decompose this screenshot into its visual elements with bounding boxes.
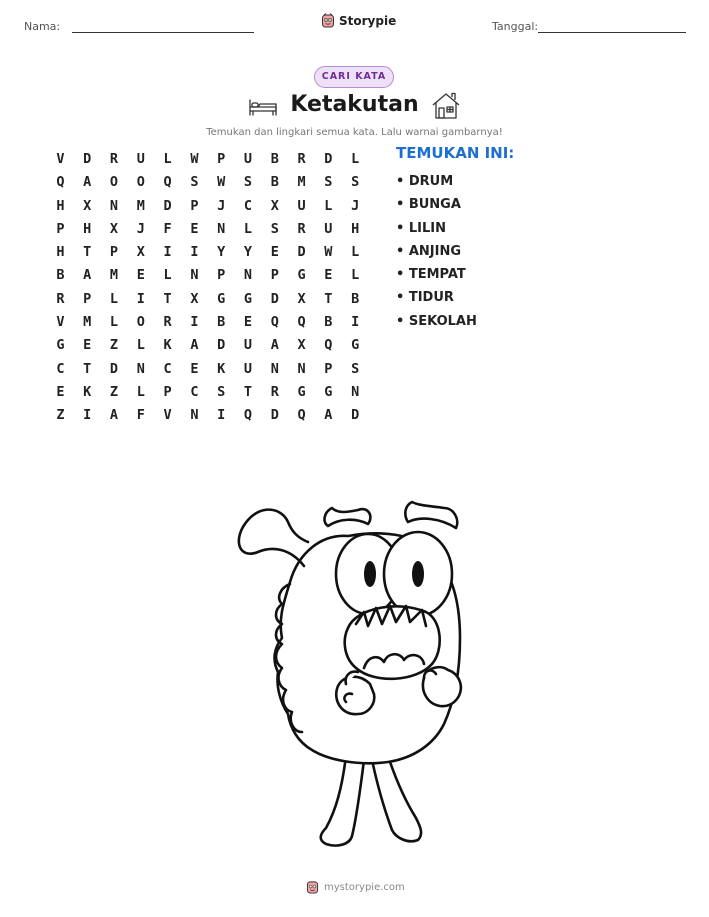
grid-letter: D xyxy=(351,407,360,424)
storypie-logo-icon xyxy=(306,880,319,894)
grid-letter: I xyxy=(163,244,172,261)
grid-letter: U xyxy=(243,337,253,354)
grid-letter: P xyxy=(190,197,199,214)
grid-letter: G xyxy=(297,383,306,400)
grid-letter: O xyxy=(136,174,145,191)
grid-letter: F xyxy=(136,407,145,424)
footer-url[interactable]: mystorypie.com xyxy=(324,881,405,893)
grid-letter: C xyxy=(56,360,65,377)
grid-letter: N xyxy=(190,407,199,424)
grid-letter: D xyxy=(270,407,279,424)
grid-letter: P xyxy=(109,244,119,261)
grid-letter: P xyxy=(217,267,226,284)
grid-letter: Y xyxy=(243,244,253,261)
grid-letter: B xyxy=(270,151,279,167)
grid-letter: S xyxy=(270,220,279,237)
word-item: • SEKOLAH xyxy=(396,313,477,329)
grid-letter: C xyxy=(243,197,253,214)
grid-letter: M xyxy=(297,174,306,191)
grid-letter: U xyxy=(136,151,145,167)
grid-letter: Q xyxy=(56,174,65,191)
grid-letter: E xyxy=(243,314,253,331)
grid-letter: Z xyxy=(109,383,119,400)
grid-letter: N xyxy=(190,267,199,284)
grid-letter: E xyxy=(56,383,65,400)
grid-letter: U xyxy=(324,220,333,237)
grid-letter: X xyxy=(136,244,145,261)
grid-letter: D xyxy=(163,197,172,214)
grid-letter: R xyxy=(56,290,65,307)
grid-letter: W xyxy=(324,244,333,261)
grid-letter: H xyxy=(351,220,360,237)
grid-letter: R xyxy=(163,314,172,331)
grid-letter: S xyxy=(351,174,360,191)
grid-letter: B xyxy=(351,290,360,307)
grid-letter: P xyxy=(324,360,333,377)
grid-letter: W xyxy=(217,174,226,191)
grid-letter: L xyxy=(136,337,145,354)
grid-letter: J xyxy=(351,197,360,214)
grid-letter: R xyxy=(270,383,279,400)
grid-letter: Q xyxy=(297,407,306,424)
grid-letter: D xyxy=(217,337,226,354)
word-list-title: TEMUKAN INI: xyxy=(396,144,515,162)
grid-letter: G xyxy=(351,337,360,354)
grid-letter: T xyxy=(324,290,333,307)
name-input-line[interactable] xyxy=(72,32,254,33)
grid-letter: R xyxy=(109,151,119,167)
grid-letter: L xyxy=(109,290,119,307)
grid-letter: S xyxy=(217,383,226,400)
grid-letter: Q xyxy=(324,337,333,354)
word-item: • ANJING xyxy=(396,243,461,259)
grid-letter: S xyxy=(243,174,253,191)
grid-letter: Z xyxy=(109,337,119,354)
grid-letter: E xyxy=(136,267,145,284)
grid-letter: A xyxy=(190,337,199,354)
grid-letter: B xyxy=(56,267,65,284)
grid-letter: A xyxy=(324,407,333,424)
grid-letter: N xyxy=(243,267,253,284)
grid-letter: E xyxy=(190,360,199,377)
grid-letter: U xyxy=(243,151,253,167)
grid-letter: M xyxy=(83,314,92,331)
grid-letter: V xyxy=(163,407,172,424)
word-item: • TEMPAT xyxy=(396,267,466,283)
grid-letter: H xyxy=(83,220,92,237)
grid-letter: S xyxy=(190,174,199,191)
grid-letter: L xyxy=(136,383,145,400)
date-input-line[interactable] xyxy=(538,32,686,33)
house-icon xyxy=(431,91,461,121)
grid-letter: D xyxy=(270,290,279,307)
grid-letter: Y xyxy=(217,244,226,261)
grid-letter: K xyxy=(217,360,226,377)
grid-letter: G xyxy=(243,290,253,307)
brand-name: Storypie xyxy=(339,13,397,28)
name-label: Nama: xyxy=(24,20,61,33)
word-list xyxy=(396,170,477,333)
grid-letter: P xyxy=(56,220,65,237)
grid-letter: I xyxy=(83,407,92,424)
grid-letter: B xyxy=(270,174,279,191)
grid-letter: I xyxy=(217,407,226,424)
grid-letter: L xyxy=(324,197,333,214)
grid-letter: U xyxy=(297,197,306,214)
grid-letter: D xyxy=(83,151,92,167)
word-item: • LILIN xyxy=(396,220,446,236)
grid-letter: L xyxy=(163,151,172,167)
grid-letter: Q xyxy=(243,407,253,424)
grid-letter: A xyxy=(270,337,279,354)
grid-letter: G xyxy=(56,337,65,354)
grid-letter: N xyxy=(270,360,279,377)
grid-letter: L xyxy=(351,244,360,261)
grid-letter: Q xyxy=(270,314,279,331)
grid-letter: B xyxy=(217,314,226,331)
grid-letter: T xyxy=(163,290,172,307)
grid-letter: X xyxy=(297,337,306,354)
date-label: Tanggal: xyxy=(492,20,539,33)
grid-letter: N xyxy=(297,360,306,377)
grid-letter: Q xyxy=(297,314,306,331)
grid-letter: N xyxy=(109,197,119,214)
grid-letter: L xyxy=(243,220,253,237)
storypie-logo-icon xyxy=(321,13,335,28)
grid-letter: I xyxy=(136,290,145,307)
grid-letter: J xyxy=(217,197,226,214)
grid-letter: P xyxy=(83,290,92,307)
grid-letter: T xyxy=(243,383,253,400)
grid-letter: X xyxy=(83,197,92,214)
grid-letter: K xyxy=(163,337,172,354)
grid-letter: N xyxy=(351,383,360,400)
grid-letter: R xyxy=(297,151,306,167)
grid-letter: G xyxy=(297,267,306,284)
grid-letter: I xyxy=(190,314,199,331)
grid-letter: D xyxy=(297,244,306,261)
grid-letter: P xyxy=(270,267,279,284)
grid-letter: L xyxy=(163,267,172,284)
grid-letter: Z xyxy=(56,407,65,424)
grid-letter: J xyxy=(136,220,145,237)
grid-letter: Q xyxy=(163,174,172,191)
grid-letter: E xyxy=(190,220,199,237)
grid-letter: C xyxy=(163,360,172,377)
grid-letter: M xyxy=(136,197,145,214)
grid-letter: X xyxy=(109,220,119,237)
grid-letter: B xyxy=(324,314,333,331)
grid-letter: P xyxy=(163,383,172,400)
grid-letter: O xyxy=(136,314,145,331)
word-search-grid xyxy=(47,148,369,428)
grid-letter: D xyxy=(109,360,119,377)
grid-letter: X xyxy=(190,290,199,307)
grid-letter: O xyxy=(109,174,119,191)
grid-letter: S xyxy=(324,174,333,191)
word-item: • TIDUR xyxy=(396,290,454,306)
grid-letter: X xyxy=(270,197,279,214)
grid-letter: V xyxy=(56,314,65,331)
brand-logo xyxy=(321,13,396,28)
grid-letter: H xyxy=(56,244,65,261)
page-title: Ketakutan xyxy=(290,92,419,117)
word-item: • DRUM xyxy=(396,174,454,189)
grid-letter: U xyxy=(243,360,253,377)
grid-letter: I xyxy=(190,244,199,261)
word-item: • BUNGA xyxy=(396,197,461,213)
instructions: Temukan dan lingkari semua kata. Lalu warnai gambarnya! xyxy=(206,127,503,138)
worksheet-type-badge: CARI KATA xyxy=(314,66,394,88)
grid-letter: E xyxy=(324,267,333,284)
grid-letter: A xyxy=(109,407,119,424)
grid-letter: M xyxy=(109,267,119,284)
grid-letter: A xyxy=(83,174,92,191)
grid-letter: N xyxy=(136,360,145,377)
grid-letter: C xyxy=(190,383,199,400)
grid-letter: L xyxy=(109,314,119,331)
grid-letter: S xyxy=(351,360,360,377)
grid-letter: T xyxy=(83,244,92,261)
grid-letter: G xyxy=(217,290,226,307)
grid-letter: T xyxy=(83,360,92,377)
grid-letter: F xyxy=(163,220,172,237)
grid-letter: R xyxy=(297,220,306,237)
grid-letter: L xyxy=(351,267,360,284)
grid-letter: E xyxy=(83,337,92,354)
grid-letter: D xyxy=(324,151,333,167)
scared-monster-illustration xyxy=(228,488,488,868)
grid-letter: W xyxy=(190,151,199,167)
grid-letter: K xyxy=(83,383,92,400)
grid-letter: X xyxy=(297,290,306,307)
grid-letter: I xyxy=(351,314,360,331)
grid-letter: A xyxy=(83,267,92,284)
grid-letter: N xyxy=(217,220,226,237)
grid-letter: P xyxy=(217,151,226,167)
grid-letter: L xyxy=(351,151,360,167)
footer xyxy=(306,880,405,894)
grid-letter: E xyxy=(270,244,279,261)
grid-letter: G xyxy=(324,383,333,400)
grid-letter: V xyxy=(56,151,65,167)
grid-letter: H xyxy=(56,197,65,214)
